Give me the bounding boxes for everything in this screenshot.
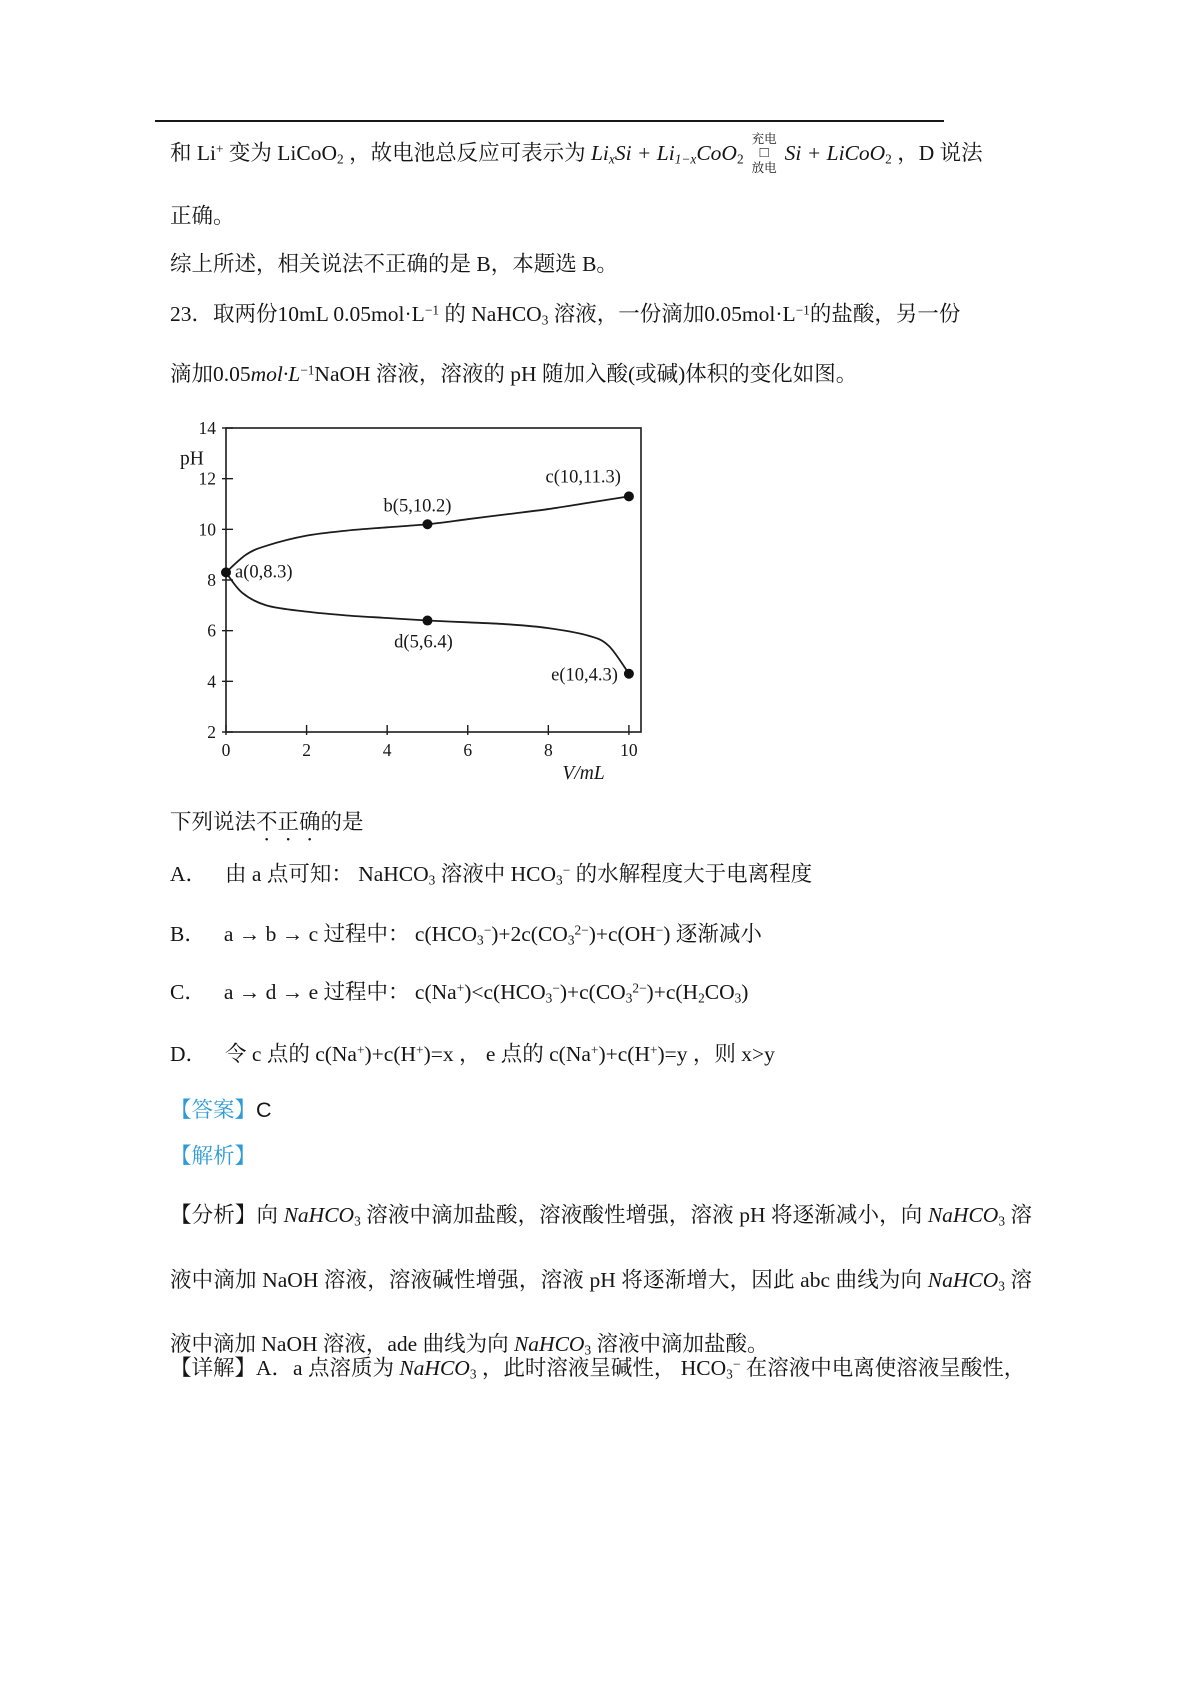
analysis-paragraph: 【分析】向 NaHCO$_3$ 溶液中滴加盐酸，溶液酸性增强，溶液 pH 将逐渐减小，向 NaHCO$_3$ 溶液中滴加 NaOH 溶液，溶液碱性增强，溶液 pH 将逐渐增大，因此 abc 曲线为向 NaHCO$_3$ 溶液中滴加 NaOH 溶液，ade 曲线为向 NaHCO$_3$ 溶液中滴加盐酸。 [170, 1203, 1032, 1359]
option-a [170, 858, 812, 891]
option-c-text: a → d → e 过程中： $c(Na^+)<c(HCO_3^-)+c(CO_3^{2-})+c(H_2CO_3)$ [223, 980, 749, 1006]
svg-text:b(5,10.2): b(5,10.2) [383, 496, 452, 517]
svg-text:4: 4 [382, 740, 392, 760]
paragraph-conclusion: 综上所述，相关说法不正确的是 B，本题选 B。 [170, 252, 618, 276]
charge-label: 充电 [751, 132, 777, 146]
svg-text:6: 6 [463, 740, 473, 760]
svg-text:d(5,6.4): d(5,6.4) [394, 632, 453, 653]
option-a-text: 由 a 点可知： NaHCO$_3$ 溶液中 $HCO_3^-$ 的水解程度大于电离程度 [225, 862, 813, 888]
svg-text:10: 10 [198, 519, 216, 540]
svg-text:14: 14 [198, 418, 216, 438]
option-c [170, 976, 748, 1009]
answer-row: 【答案】C [170, 1098, 272, 1122]
paragraph-battery-reaction [170, 132, 983, 175]
svg-text:8: 8 [543, 740, 553, 760]
analysis-header: 【解析】 [170, 1144, 257, 1168]
svg-text:10: 10 [620, 740, 638, 760]
svg-text:pH: pH [180, 448, 204, 470]
option-b [170, 918, 762, 951]
svg-text:a(0,8.3): a(0,8.3) [235, 562, 293, 583]
svg-text:0: 0 [221, 740, 231, 760]
detail-paragraph: 【详解】A．a 点溶质为 NaHCO$_3$ ，此时溶液呈碱性， $HCO_3^-$ 在溶液中电离使溶液呈酸性， [170, 1356, 1026, 1382]
svg-text:12: 12 [198, 468, 216, 489]
option-c-label: C． [170, 980, 206, 1004]
battery-text-post: Si + LiCoO$_2$ ，D 说法 [784, 140, 983, 167]
reversible-reaction-symbol [752, 132, 777, 175]
question-23-line1: 23．取两份10mL $0.05mol\cdot L^{-1}$ 的 NaHCO$_3$ 溶液，一份滴加$0.05mol\cdot L^{-1}$的盐酸，另一份 [170, 302, 961, 328]
option-d-label: D． [170, 1042, 208, 1066]
ph-volume-chart [166, 416, 671, 788]
svg-text:V/mL: V/mL [562, 763, 605, 784]
option-d-text: 令 c 点的 c(Na+)+c(H+)=x ， e 点的 c(Na+)+c(H+)=y ，则 x>y [225, 1042, 775, 1066]
reversible-arrow-box-icon: □ [759, 145, 769, 161]
paragraph-battery-line2: 正确。 [170, 204, 235, 228]
battery-text-pre: 和 Li+ 变为 LiCoO$_2$ ，故电池总反应可表示为 $Li_xSi + Li_{1-x}CoO_2$ [170, 140, 744, 167]
discharge-label: 放电 [751, 161, 777, 175]
question-23-line2: 滴加$0.05mol\cdot L^{-1}NaOH$ 溶液，溶液的 pH 随加入酸(或碱)体积的变化如图。 [170, 362, 858, 386]
ph-chart-svg [166, 416, 671, 788]
question-stem: 下列说法不正确的是 [170, 810, 364, 834]
svg-text:2: 2 [302, 740, 311, 760]
svg-text:4: 4 [207, 671, 216, 692]
svg-text:e(10,4.3): e(10,4.3) [551, 665, 618, 686]
svg-text:6: 6 [207, 620, 216, 641]
option-d [170, 1038, 775, 1071]
svg-text:2: 2 [207, 722, 216, 742]
option-b-text: a → b → c 过程中： $c(HCO_3^-)+2c(CO_3^{2-})+c(OH^-)$ 逐渐减小 [223, 922, 762, 948]
top-divider [155, 120, 944, 122]
svg-text:8: 8 [207, 570, 216, 590]
option-b-label: B． [170, 922, 206, 946]
svg-text:c(10,11.3): c(10,11.3) [545, 467, 621, 488]
option-a-label: A． [170, 862, 208, 886]
